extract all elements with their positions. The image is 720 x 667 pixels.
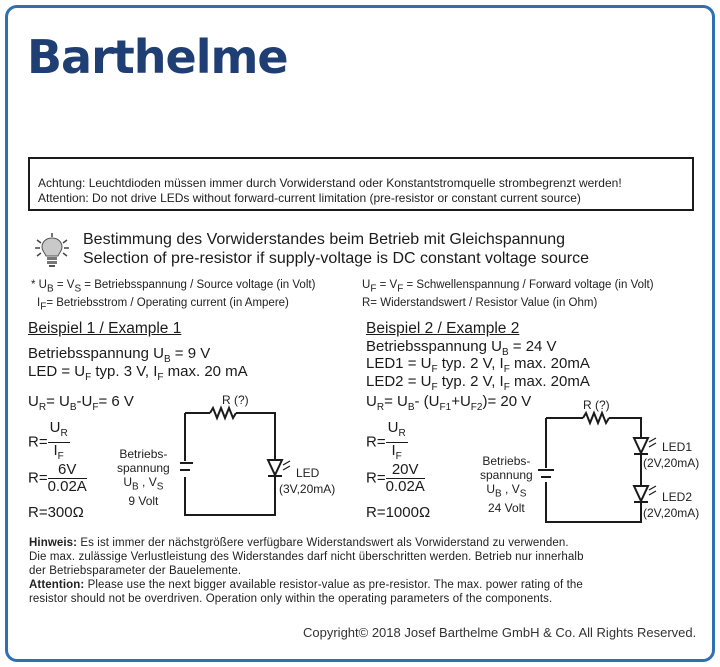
ex1-led-spec: (3V,20mA) (279, 482, 336, 496)
ex2-led2-label: LED2 (662, 490, 693, 504)
warning-line-de: Achtung: Leuchtdioden müssen immer durch Vorwiderstand oder Konstantstromquelle strombegrenzt werden! (38, 176, 622, 190)
ex1-resistor-label: R (?) (222, 393, 249, 407)
ex2-r-formula: R= $\frac{U_R}{I_F}$ (366, 419, 406, 462)
hinweis-line3: der Betriebsparameter der Bauelemente. (29, 565, 242, 577)
copyright-text: Copyright© 2018 Josef Barthelme GmbH & Co. All Rights Reserved. (303, 625, 697, 640)
definitions-right (362, 278, 654, 311)
ex2-r-calc: R= $\frac{20V}{0.02A}$ (366, 461, 425, 495)
lightbulb-icon (33, 232, 71, 268)
hinweis-line2: Die max. zulässige Verlustleistung des Widerstandes darf nicht überschritten werden. Betrieb nur innerhalb (29, 551, 584, 563)
ex1-r-formula: R= $\frac{U_R}{I_F}$ (28, 419, 68, 462)
ex1-led: LED = $U_F$ typ. 3 V, $I_F$ max. 20 mA (28, 363, 248, 383)
ex1-circuit (180, 405, 300, 525)
warning-box (28, 157, 694, 211)
def-uf: $U_F = V_F$ = Schwellenspannung / Forward voltage (in Volt) (362, 279, 654, 295)
heading-de: Bestimmung des Vorwiderstandes beim Betrieb mit Gleichspannung (83, 231, 566, 248)
ex2-led1-label: LED1 (662, 440, 693, 454)
barthelme-logo: Barthelme (27, 30, 288, 84)
ex2-r-result: R=1000Ω (366, 504, 431, 521)
heading-en: Selection of pre-resistor if supply-voltage is DC constant voltage source (83, 250, 590, 267)
attention-line2: resistor should not be overdriven. Operation only within the operating parameters of the components. (29, 593, 553, 605)
def-ub: * $U_B = V_S$ = Betriebsspannung / Source voltage (in Volt) (31, 279, 316, 295)
def-if: $I_F=$ Betriebsstrom / Operating current (in Ampere) (37, 297, 289, 313)
ex2-ur: $U_R= U_B-$ $(U_{F1}+U_{F2})= 20$ V (366, 393, 532, 413)
definitions-left (31, 278, 315, 315)
example2-title: Beispiel 2 / Example 2 (366, 320, 520, 337)
ex1-r-calc: R= $\frac{6V}{0.02A}$ (28, 461, 87, 495)
ex2-resistor-label: R (?) (583, 398, 610, 412)
ex2-led1: $LED1 = U_F$ typ. 2 V, $I_F$ max. 20mA (366, 355, 590, 375)
ex1-r-result: R=300Ω (28, 504, 84, 521)
ex2-source-label: Betriebs- spannung $U_B$ , $V_S$ 24 Volt (480, 454, 533, 516)
attention-line1: Attention: Please use the next bigger available resistor-value as pre-resistor. The max. power rating of the (29, 579, 583, 591)
ex2-led1-spec: (2V,20mA) (643, 456, 700, 470)
ex1-led-label: LED (296, 466, 320, 480)
ex2-led2-spec: (2V,20mA) (643, 506, 700, 520)
ex2-supply: Betriebsspannung $U_B = 24$ V (366, 338, 557, 358)
ex1-ur: $U_R= U_B-U_F= 6$ V (28, 393, 134, 413)
warning-line-en: Attention: Do not drive LEDs without forward-current limitation (pre-resistor or constant current source) (38, 191, 581, 205)
hinweis-line1: Hinweis: Es ist immer der nächstgrößere verfügbare Widerstandswert als Vorwiderstand zu verwenden. (29, 537, 569, 549)
notes-block (29, 536, 699, 606)
example1-title: Beispiel 1 / Example 1 (28, 320, 182, 337)
section-heading (83, 230, 589, 268)
ex1-supply: Betriebsspannung $U_B = 9$ V (28, 345, 211, 365)
def-r: R= Widerstandswert / Resistor Value (in Ohm) (362, 297, 598, 310)
ex1-source-label: Betriebs- spannung $U_B$ , $V_S$ 9 Volt (117, 447, 170, 509)
ex2-led2: $LED2 = U_F$ typ. 2 V, $I_F$ max. 20mA (366, 373, 590, 393)
